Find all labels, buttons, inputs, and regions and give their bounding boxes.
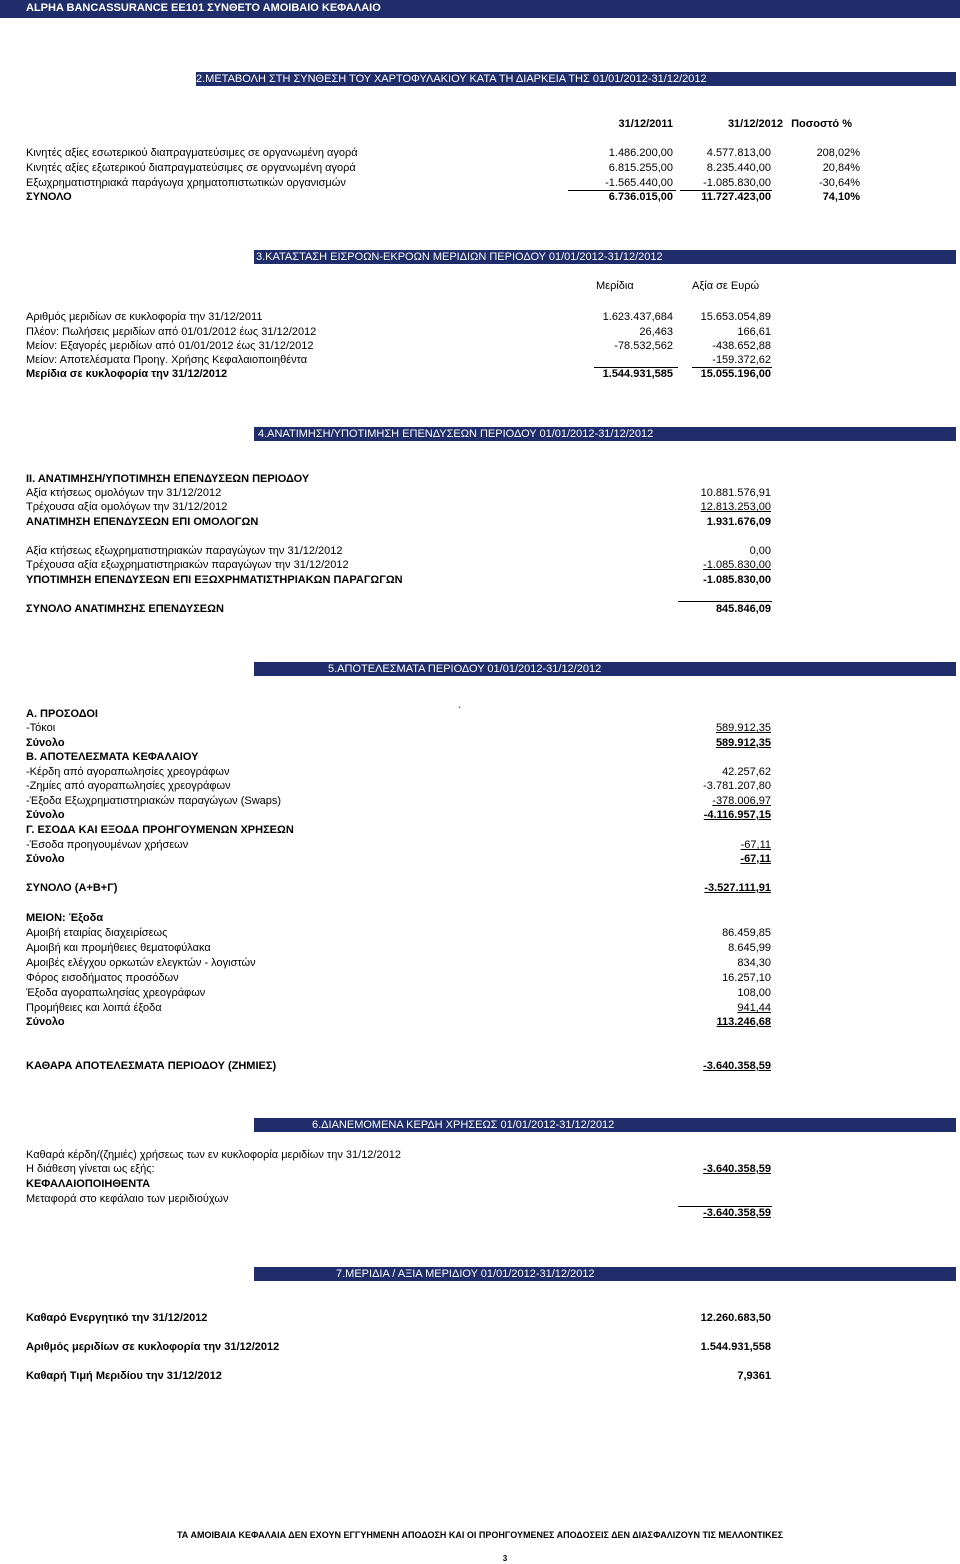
- s4-subheading: [26, 472, 956, 486]
- s5-row-label: Έξοδα αγοραπωλησίας χρεογράφων: [26, 987, 206, 999]
- section-5-title: 5.ΑΠΟΤΕΛΕΣΜΑΤΑ ΠΕΡΙΟΔΟΥ 01/01/2012-31/12/2012: [328, 663, 602, 675]
- s3-row-value: -438.652,88: [712, 340, 771, 352]
- s3-row-shares: -78.532,562: [614, 340, 673, 352]
- s3-col-header-shares: Μερίδια: [596, 280, 634, 292]
- s5-subtotal-row: [26, 808, 956, 822]
- s3-row: [26, 353, 956, 367]
- s6-total-value: -3.640.358,59: [703, 1207, 771, 1219]
- s4-row: [26, 500, 956, 514]
- s2-row-percent: -30,64%: [819, 177, 860, 189]
- s6-heading: [26, 1177, 956, 1191]
- divider: [692, 367, 772, 368]
- s5-row-label: -Ζημίες από αγοραπωλησίες χρεογράφων: [26, 780, 231, 792]
- s5-row-value: 16.257,10: [722, 972, 771, 984]
- s4-row-value: 10.881.576,91: [700, 487, 771, 499]
- s4-total-value: 845.846,09: [715, 603, 771, 615]
- s7-row-value: 7,9361: [737, 1370, 771, 1382]
- divider: [678, 1206, 772, 1207]
- section-6-bar: [254, 1118, 956, 1132]
- s6-row-label: Μεταφορά στο κεφάλαιο των μεριδιούχων: [26, 1193, 229, 1205]
- s5-row: [26, 971, 956, 985]
- header-bar: [0, 0, 960, 18]
- section-2-bar: [196, 72, 956, 86]
- divider: [594, 367, 678, 368]
- s5-row: [26, 794, 956, 808]
- s2-row-value-2012: 8.235.440,00: [706, 162, 771, 174]
- s2-row-percent: 208,02%: [816, 147, 860, 159]
- s5-subtotal-value: 113.246,68: [716, 1016, 771, 1028]
- s5-heading-label: Γ. ΕΣΟΔΑ ΚΑΙ ΕΞΟΔΑ ΠΡΟΗΓΟΥΜΕΝΩΝ ΧΡΗΣΕΩΝ: [26, 824, 294, 836]
- s5-subtotal-row: [26, 852, 956, 866]
- s4-row: [26, 544, 956, 558]
- s5-row-value: 86.459,85: [722, 927, 771, 939]
- s5-row: [26, 721, 956, 735]
- s3-total-row: [26, 367, 956, 381]
- s3-col-header-value: Αξία σε Ευρώ: [692, 280, 760, 292]
- s5-heading-label: ΜΕΙΟΝ: Έξοδα: [26, 912, 104, 924]
- stray-tick-mark: `: [458, 706, 462, 717]
- s5-subtotal-value: -4.116.957,15: [703, 809, 771, 821]
- s2-total-2012: 11.727.423,00: [701, 191, 771, 203]
- s7-row-label: Αριθμός μεριδίων σε κυκλοφορία την 31/12/2012: [26, 1341, 280, 1353]
- s4-row-value: 12.813.253,00: [700, 501, 771, 513]
- section-7-title: 7.ΜΕΡΙΔΙΑ / ΑΞΙΑ ΜΕΡΙΔΙΟΥ 01/01/2012-31/12/2012: [336, 1268, 595, 1280]
- s5-row-label: Αμοιβές ελέγχου ορκωτών ελεγκτών - λογιστών: [26, 957, 256, 969]
- s2-row: [26, 161, 956, 175]
- s5-subtotal-label: Σύνολο: [26, 809, 65, 821]
- s4-row-label: Τρέχουσα αξία ομολόγων την 31/12/2012: [26, 501, 228, 513]
- s2-row-value-2012: -1.085.830,00: [703, 177, 771, 189]
- s5-row-label: Αμοιβή εταιρίας διαχειρίσεως: [26, 927, 168, 939]
- s5-heading-prior: [26, 823, 956, 837]
- s5-row: [26, 779, 956, 793]
- s3-row-value: 15.653.054,89: [700, 311, 771, 323]
- s3-total-shares: 1.544.931,585: [602, 368, 673, 380]
- s5-net-result-label: ΚΑΘΑΡΑ ΑΠΟΤΕΛΕΣΜΑΤΑ ΠΕΡΙΟΔΟΥ (ΖΗΜΙΕΣ): [26, 1060, 277, 1072]
- s3-row: [26, 339, 956, 353]
- s5-row-label: -Έσοδα προηγουμένων χρήσεων: [26, 839, 189, 851]
- s5-row: [26, 986, 956, 1000]
- s4-subheading-label: ΙΙ. ΑΝΑΤΙΜΗΣΗ/ΥΠΟΤΙΜΗΣΗ ΕΠΕΝΔΥΣΕΩΝ ΠΕΡΙΟΔΟΥ: [26, 473, 310, 485]
- s5-row: [26, 956, 956, 970]
- divider: [680, 190, 772, 191]
- section-7-bar: [254, 1267, 956, 1281]
- s4-row: [26, 558, 956, 572]
- s6-row: [26, 1192, 956, 1206]
- s5-row-value: 589.912,35: [715, 722, 771, 734]
- s5-row: [26, 1001, 956, 1015]
- section-5-bar: [254, 662, 956, 676]
- s4-row-value: 1.931.676,09: [706, 516, 771, 528]
- s2-total-label: ΣΥΝΟΛΟ: [26, 191, 72, 203]
- s4-row-value: -1.085.830,00: [703, 574, 771, 586]
- s2-row-value-2011: -1.565.440,00: [605, 177, 673, 189]
- s2-row-label: Κινητές αξίες εξωτερικού διαπραγματεύσιμες σε οργανωμένη αγορά: [26, 162, 356, 174]
- s2-row-label: Κινητές αξίες εσωτερικού διαπραγματεύσιμες σε οργανωμένη αγορά: [26, 147, 358, 159]
- s7-row-label: Καθαρό Ενεργητικό την 31/12/2012: [26, 1312, 208, 1324]
- s7-row-value: 1.544.931,558: [700, 1341, 771, 1353]
- section-6-title: 6.ΔΙΑΝΕΜΟΜΕΝΑ ΚΕΡΔΗ ΧΡΗΣΕΩΣ 01/01/2012-31/12/2012: [312, 1119, 615, 1131]
- s4-total-label: ΣΥΝΟΛΟ ΑΝΑΤΙΜΗΣΗΣ ΕΠΕΝΔΥΣΕΩΝ: [26, 603, 224, 615]
- s2-row-value-2011: 1.486.200,00: [608, 147, 673, 159]
- s5-row-value: 941,44: [737, 1002, 771, 1014]
- s5-subtotal-label: Σύνολο: [26, 1016, 65, 1028]
- s4-row: [26, 486, 956, 500]
- s5-heading-capital: [26, 750, 956, 764]
- s7-row: [26, 1311, 956, 1325]
- s7-row-label: Καθαρή Τιμή Μεριδίου την 31/12/2012: [26, 1370, 222, 1382]
- s2-col-header-percent: Ποσοστό %: [791, 118, 852, 130]
- s5-subtotal-value: 589.912,35: [715, 737, 771, 749]
- s5-heading-expenses: [26, 911, 956, 925]
- section-3-title: 3.ΚΑΤΑΣΤΑΣΗ ΕΙΣΡΟΩΝ-ΕΚΡΟΩΝ ΜΕΡΙΔΙΩΝ ΠΕΡΙΟΔΟΥ 01/01/2012-31/12/2012: [256, 251, 663, 263]
- s5-heading-label: Α. ΠΡΟΣΟΔΟΙ: [26, 708, 98, 720]
- s5-row-label: -Έξοδα Εξωχρηματιστηριακών παραγώγων (Swaps): [26, 795, 282, 807]
- s5-heading-income: [26, 707, 956, 721]
- s4-row: [26, 515, 956, 529]
- s5-subtotal-row: [26, 736, 956, 750]
- s6-row: [26, 1162, 956, 1176]
- s5-row-label: -Τόκοι: [26, 722, 56, 734]
- s3-row-label: Αριθμός μεριδίων σε κυκλοφορία την 31/12/2011: [26, 311, 263, 323]
- s6-row: [26, 1148, 956, 1162]
- s6-row-label: Καθαρά κέρδη/(ζημιές) χρήσεως των εν κυκλοφορία μεριδίων την 31/12/2012: [26, 1149, 401, 1161]
- s5-subtotal-value: -67,11: [740, 853, 771, 865]
- s2-row-value-2011: 6.815.255,00: [608, 162, 673, 174]
- s4-row-label: Αξία κτήσεως εξωχρηματιστηριακών παραγώγων την 31/12/2012: [26, 545, 343, 557]
- s4-row-label: ΥΠΟΤΙΜΗΣΗ ΕΠΕΝΔΥΣΕΩΝ ΕΠΙ ΕΞΩΧΡΗΜΑΤΙΣΤΗΡΙΑΚΩΝ ΠΑΡΑΓΩΓΩΝ: [26, 574, 403, 586]
- s5-grand-row: [26, 881, 956, 895]
- s7-row: [26, 1369, 956, 1383]
- s5-heading-label: Β. ΑΠΟΤΕΛΕΣΜΑΤΑ ΚΕΦΑΛΑΙΟΥ: [26, 751, 199, 763]
- s3-row: [26, 325, 956, 339]
- s5-row-label: Αμοιβή και προμήθειες θεματοφύλακα: [26, 942, 211, 954]
- s4-row-value: -1.085.830,00: [703, 559, 771, 571]
- s6-total-row: [26, 1206, 956, 1220]
- s3-row-value: 166,61: [737, 326, 771, 338]
- s3-row-label: Μείον: Αποτελέσματα Προηγ. Χρήσης Κεφαλαιοποιηθέντα: [26, 354, 308, 366]
- divider: [678, 601, 772, 602]
- s5-net-result-row: [26, 1059, 956, 1073]
- s2-total-2011: 6.736.015,00: [608, 191, 673, 203]
- s2-total-row: [26, 190, 956, 204]
- s5-row-value: 834,30: [737, 957, 771, 969]
- s2-row: [26, 146, 956, 160]
- s5-subtotal-label: Σύνολο: [26, 737, 65, 749]
- s5-row-value: -67,11: [740, 839, 771, 851]
- s3-row: [26, 310, 956, 324]
- s4-row-label: Αξία κτήσεως ομολόγων την 31/12/2012: [26, 487, 222, 499]
- s2-row-percent: 20,84%: [822, 162, 860, 174]
- s3-total-value: 15.055.196,00: [700, 368, 771, 380]
- s3-row-shares: 1.623.437,684: [602, 311, 673, 323]
- s5-row-value: 8.645,99: [728, 942, 771, 954]
- s5-row-value: 108,00: [737, 987, 771, 999]
- s5-net-result-value: -3.640.358,59: [703, 1060, 771, 1072]
- s5-row: [26, 765, 956, 779]
- s4-row-value: 0,00: [749, 545, 771, 557]
- s3-total-label: Μερίδια σε κυκλοφορία την 31/12/2012: [26, 368, 228, 380]
- s2-row-label: Εξωχρηματιστηριακά παράγωγα χρηματοπιστωτικών οργανισμών: [26, 177, 346, 189]
- s5-row-label: Φόρος εισοδήματος προσόδων: [26, 972, 179, 984]
- s5-row: [26, 838, 956, 852]
- s5-row: [26, 941, 956, 955]
- s5-row: [26, 926, 956, 940]
- s6-row-value: -3.640.358,59: [703, 1163, 771, 1175]
- s5-row-value: -378.006,97: [712, 795, 771, 807]
- s2-row: [26, 176, 956, 190]
- section-4-title: 4.ΑΝΑΤΙΜΗΣΗ/ΥΠΟΤΙΜΗΣΗ ΕΠΕΝΔΥΣΕΩΝ ΠΕΡΙΟΔΟΥ 01/01/2012-31/12/2012: [258, 428, 654, 440]
- s5-row-label: Προμήθειες και λοιπά έξοδα: [26, 1002, 162, 1014]
- s2-col-header-2011: 31/12/2011: [618, 118, 673, 130]
- page-number: 3: [502, 1554, 508, 1563]
- section-2-title: 2.ΜΕΤΑΒΟΛΗ ΣΤΗ ΣΥΝΘΕΣΗ ΤΟΥ ΧΑΡΤΟΦΥΛΑΚΙΟΥ ΚΑΤΑ ΤΗ ΔΙΑΡΚΕΙΑ ΤΗΣ 01/01/2012-31/12/2012: [196, 73, 707, 85]
- s3-row-shares: 26,463: [639, 326, 673, 338]
- s5-row-label: -Κέρδη από αγοραπωλησίες χρεογράφων: [26, 766, 230, 778]
- s5-grand-label: ΣΥΝΟΛΟ (Α+Β+Γ): [26, 882, 118, 894]
- s2-row-value-2012: 4.577.813,00: [706, 147, 771, 159]
- s6-row-label: Η διάθεση γίνεται ως εξής:: [26, 1163, 155, 1175]
- divider: [568, 190, 676, 191]
- s2-total-percent: 74,10%: [822, 191, 860, 203]
- disclaimer-footer: ΤΑ ΑΜΟΙΒΑΙΑ ΚΕΦΑΛΑΙΑ ΔΕΝ ΕΧΟΥΝ ΕΓΓΥΗΜΕΝΗ ΑΠΟΔΟΣΗ ΚΑΙ ΟΙ ΠΡΟΗΓΟΥΜΕΝΕΣ ΑΠΟΔΟΣΕΙΣ ΔΕΝ ΔΙΑΣΦΑΛΙΖΟΥΝ ΤΙΣ ΜΕΛΛΟΝΤΙΚΕΣ: [176, 1530, 784, 1540]
- s7-row: [26, 1340, 956, 1354]
- s3-row-label: Μείον: Εξαγορές μεριδίων από 01/01/2012 έως 31/12/2012: [26, 340, 314, 352]
- s2-col-header-2012: 31/12/2012: [727, 118, 783, 130]
- s7-row-value: 12.260.683,50: [700, 1312, 771, 1324]
- s4-row: [26, 573, 956, 587]
- section-3-bar: [254, 250, 956, 264]
- header-title: ALPHA BANCASSURANCE ΕΕ101 ΣΥΝΘΕΤΟ ΑΜΟΙΒΑΙΟ ΚΕΦΑΛΑΙΟ: [26, 2, 381, 14]
- s4-total-row: [26, 602, 956, 616]
- s6-heading-label: ΚΕΦΑΛΑΙΟΠΟΙΗΘΕΝΤΑ: [26, 1178, 151, 1190]
- s5-subtotal-row: [26, 1015, 956, 1029]
- s4-row-label: ΑΝΑΤΙΜΗΣΗ ΕΠΕΝΔΥΣΕΩΝ ΕΠΙ ΟΜΟΛΟΓΩΝ: [26, 516, 259, 528]
- section-4-bar: [254, 427, 956, 441]
- s5-row-value: 42.257,62: [722, 766, 771, 778]
- s5-subtotal-label: Σύνολο: [26, 853, 65, 865]
- s3-row-value: -159.372,62: [712, 354, 771, 366]
- s5-grand-value: -3.527.111,91: [704, 882, 771, 894]
- s4-row-label: Τρέχουσα αξία εξωχρηματιστηριακών παραγώγων την 31/12/2012: [26, 559, 349, 571]
- s5-row-value: -3.781.207,80: [703, 780, 771, 792]
- s3-row-label: Πλέον: Πωλήσεις μεριδίων από 01/01/2012 έως 31/12/2012: [26, 326, 317, 338]
